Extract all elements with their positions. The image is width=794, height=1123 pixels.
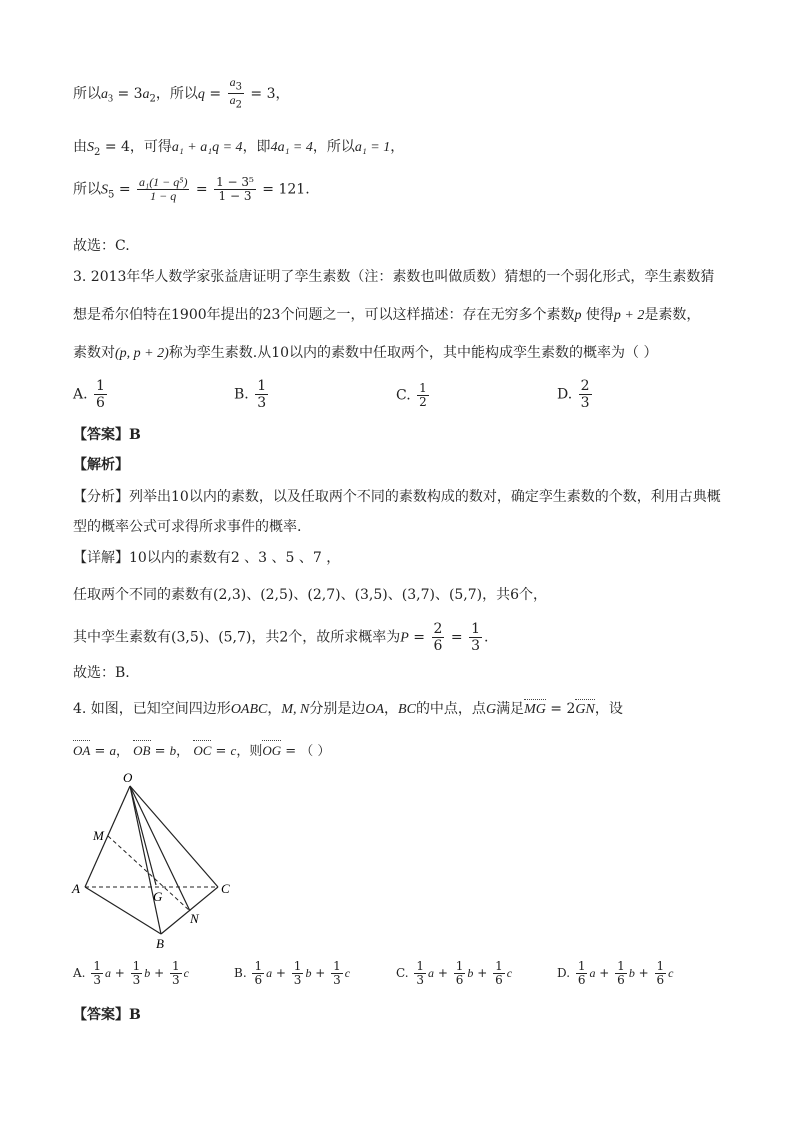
q3-answer: 【答案】B [73,427,141,443]
label-m: M [93,828,104,843]
label-a: A [72,881,80,896]
q3-analysis: 【解析】 [73,457,129,473]
q4-line-1: 4. 如图，已知空间四边形OABC，M, N分别是边OA，BC的中点，点G满足MG = 2GN，设 [73,701,623,717]
q4-option-d: D. $\frac{1}{6}$ a + $\frac{1}{6}$ b + $\frac{1}{6}$ c [557,959,674,987]
fraction: $\frac{\text{1 − 3⁵}}{1 - 3}$ [216,175,254,203]
segment-mn-hidden [108,836,190,911]
tetrahedron-figure [68,768,248,953]
solution-line-2: 由$S_2 = 4$，可得a₁ + a₁q = 4，即4a₁ = 4，所以a₁ = 1， [73,139,405,158]
q4-option-a: A. $\frac{1}{3}$ a + $\frac{1}{3}$ b + $\frac{1}{3}$ c [73,959,189,987]
label-n: N [190,911,199,926]
q3-detail-2: 任取两个不同的素数有(2,3)、(2,5)、(2,7)、(3,5)、(3,7)、(5,7)，共6个， [73,587,548,603]
q3-line-2: 想是希尔伯特在1900年提出的23个问题之一，可以这样描述：存在无穷多个素数p 使得p + 2是素数， [73,307,701,323]
edge-ab [85,887,161,934]
q3-option-c: C. $\frac{1}{2}$ [396,381,427,409]
choose-c: 故选：C. [73,238,130,254]
edge-oa [85,786,130,887]
q3-option-b: B. $\frac{1}{3}$ [234,378,267,411]
q3-fenxi-1: 【分析】列举出10以内的素数，以及任取两个不同的素数构成的数对，确定孪生素数的个数，利用古典概 [73,489,721,505]
q3-option-a: A. $\frac{1}{6}$ [73,378,105,411]
fraction: $\frac{\text{a₁(1 − q⁵)}}{1 - q}$ [139,175,188,203]
solution-line-1: 所以$a_3 = 3a_2$，所以q = $\frac{a_3}{a_2}$ = 3， [73,75,290,111]
label-b: B [156,936,164,951]
q3-option-d: D. $\frac{2}{3}$ [557,378,590,411]
q3-line-1: 3. 2013年华人数学家张益唐证明了孪生素数（注：素数也叫做质数）猜想的一个弱化形式，孪生素数猜 [73,269,715,285]
q4-line-2: OA = a， OB = b， OC = c，则OG = （ ） [73,743,331,759]
q3-line-3: 素数对(p, p + 2)称为孪生素数.从10以内的素数中任取两个，其中能构成孪生素数的概率为（ ） [73,345,658,361]
q4-option-b: B. $\frac{1}{6}$ a + $\frac{1}{3}$ b + $\frac{1}{3}$ c [234,959,351,987]
q3-detail-3: 其中孪生素数有(3,5)、(5,7)，共2个，故所求概率为P = $\frac{2}{6}$ = $\frac{1}{3}$ . [73,621,489,654]
q3-fenxi-2: 型的概率公式可求得所求事件的概率. [73,519,302,535]
label-o: O [123,770,133,785]
label-g: G [153,889,163,904]
q4-option-c: C. $\frac{1}{3}$ a + $\frac{1}{6}$ b + $\frac{1}{6}$ c [396,959,513,987]
q4-answer: 【答案】B [73,1007,141,1023]
label-c: C [221,881,230,896]
fraction: $\frac{a_3}{a_2}$ [229,75,242,111]
q3-choose: 故选：B. [73,665,130,681]
q3-detail-1: 【详解】10以内的素数有2 、3 、5 、7 ， [73,550,341,566]
solution-line-3: 所以$S_5$ = $\frac{\text{a₁(1 − q⁵)}}{1 - q}$ = $\frac{\text{1 − 3⁵}}{1 - 3}$ = 121. [73,175,310,203]
